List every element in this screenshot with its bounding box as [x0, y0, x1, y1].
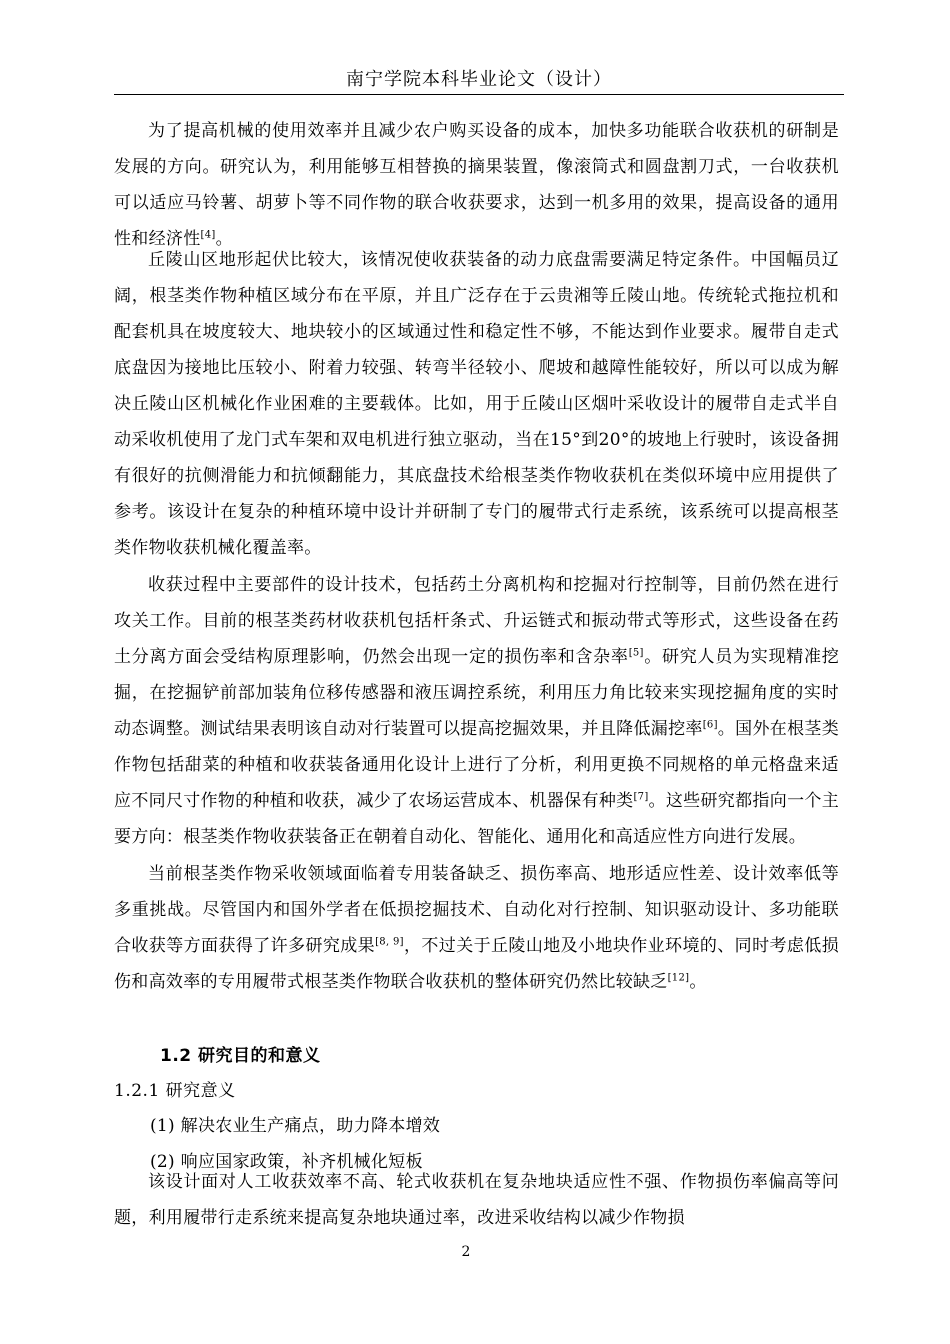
paragraph-text: ，不过关于丘陵山地及小地块作业环境的、同时考虑低损伤和高效率的专用履带式根茎类作物联合收获机的整体研究仍然比较缺乏 — [114, 936, 840, 992]
paragraph-text: 。研究人员为实现精准挖掘，在挖掘铲前部加装角位移传感器和液压调控系统，利用压力角比较来实现挖掘角度的实时动态调整。测试结果表明该自动对行装置可以提高挖掘效果，并且降低漏挖率 — [114, 647, 839, 739]
paragraph-multifunction-harvester — [114, 113, 839, 257]
citation: [5] — [628, 647, 644, 659]
paragraph-text: 。这些研究都指向一个主要方向：根茎类作物收获装备正在朝着自动化、智能化、通用化和高适应性方向进行发展。 — [114, 791, 839, 847]
citation: [8, 9] — [375, 936, 404, 948]
header-rule — [114, 94, 844, 95]
running-header: 南宁学院本科毕业论文（设计） — [346, 69, 612, 90]
list-item: (2) 响应国家政策，补齐机械化短板 — [150, 1152, 423, 1172]
paragraph-key-components — [114, 567, 839, 855]
paragraph-text: 。 — [689, 972, 707, 992]
paragraph-challenges — [114, 856, 839, 1000]
paragraph-text: 收获过程中主要部件的设计技术，包括药土分离机构和挖掘对行控制等，目前仍然在进行攻关工作。目前的根茎类药材收获机包括杆条式、升运链式和振动带式等形式，这些设备在药土分离方面会受结构原理影响，仍然会出现一定的损伤率和含杂率 — [114, 575, 839, 667]
paragraph-text: 为了提高机械的使用效率并且减少农户购买设备的成本，加快多功能联合收获机的研制是发展的方向。研究认为，利用能够互相替换的摘果装置，像滚筒式和圆盘割刀式，一台收获机可以适应马铃薯、胡萝卜等不同作物的联合收获要求，达到一机多用的效果，提高设备的通用性和经济性 — [114, 121, 839, 249]
subsection-heading: 1.2.1 研究意义 — [114, 1081, 236, 1101]
citation: [7] — [633, 791, 649, 803]
citation: [12] — [667, 972, 690, 984]
section-heading: 1.2 研究目的和意义 — [160, 1046, 321, 1066]
paragraph-text: 该设计面对人工收获效率不高、轮式收获机在复杂地块适应性不强、作物损伤率偏高等问题，利用履带行走系统来提高复杂地块通过率，改进采收结构以减少作物损 — [114, 1172, 839, 1228]
paragraph-text: 当前根茎类作物采收领域面临着专用装备缺乏、损伤率高、地形适应性差、设计效率低等多重挑战。尽管国内和国外学者在低损挖掘技术、自动化对行控制、知识驱动设计、多功能联合收获等方面获得了许多研究成果 — [114, 864, 839, 956]
citation: [6] — [702, 719, 718, 731]
paragraph-text: 丘陵山区地形起伏比较大，该情况使收获装备的动力底盘需要满足特定条件。中国幅员辽阔，根茎类作物种植区域分布在平原，并且广泛存在于云贵湘等丘陵山地。传统轮式拖拉机和配套机具在坡度较大、地块较小的区域通过性和稳定性不够，不能达到作业要求。履带自走式底盘因为接地比压较小、附着力较强、转弯半径较小、爬坡和越障性能较好，所以可以成为解决丘陵山区机械化作业困难的主要载体。比如，用于丘陵山区烟叶采收设计的履带自走式半自动采收机使用了龙门式车架和双电机进行独立驱动，当在15°到20°的坡地上行驶时，该设备拥有很好的抗侧滑能力和抗倾翻能力，其底盘技术给根茎类作物收获机在类似环境中应用提供了参考。该设计在复杂的种植环境中设计并研制了专门的履带式行走系统，该系统可以提高根茎类作物收获机械化覆盖率。 — [114, 250, 839, 558]
paragraph-text: 。国外在根茎类作物包括甜菜的种植和收获装备通用化设计上进行了分析，利用更换不同规格的单元格盘来适应不同尺寸作物的种植和收获，减少了农场运营成本、机器保有种类 — [114, 719, 840, 811]
paragraph-design-purpose — [114, 1164, 839, 1236]
page-number: 2 — [461, 1244, 471, 1260]
paragraph-text: 。 — [215, 229, 233, 249]
paragraph-hilly-terrain — [114, 242, 839, 566]
citation: [4] — [200, 229, 216, 241]
list-item: (1) 解决农业生产痛点，助力降本增效 — [150, 1116, 441, 1136]
